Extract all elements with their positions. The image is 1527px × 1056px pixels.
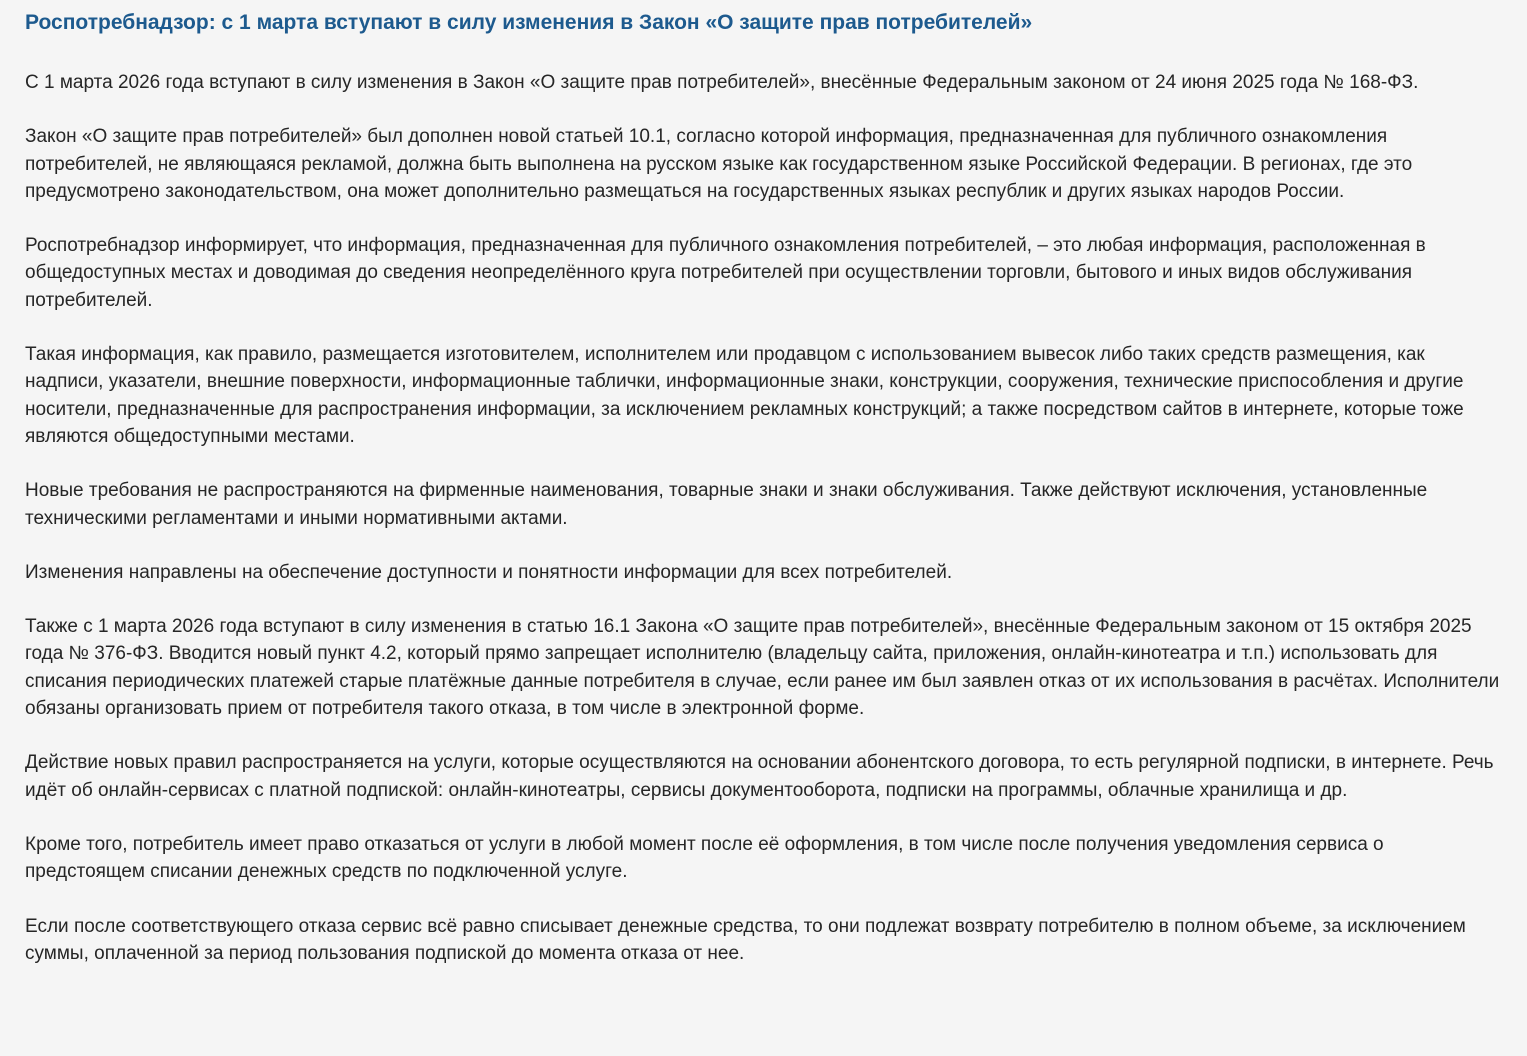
article-paragraph-3: Роспотребнадзор информирует, что информация, предназначенная для публичного ознакомления потребителей, – это любая информация, расположенная в общедоступных местах и доводимая до сведения неопределённого круга потребителей при осуществлении торговли, бытового и иных видов обслуживания потребителей.: [25, 235, 1426, 311]
article-paragraph-7: Также с 1 марта 2026 года вступают в силу изменения в статью 16.1 Закона «О защите прав потребителей», внесённые Федеральным законом от 15 октября 2025 года № 376-ФЗ. Вводится новый пункт 4.2, который прямо запрещает исполнителю (владельцу сайта, приложения, онлайн-кинотеатра и т.п.) использовать для списания периодических платежей старые платёжные данные потребителя в случае, если ранее им был заявлен отказ от их использования в расчётах. Исполнители обязаны организовать прием от потребителя такого отказа, в том числе в электронной форме.: [25, 616, 1500, 720]
article-paragraph-9: Кроме того, потребитель имеет право отказаться от услуги в любой момент после её оформления, в том числе после получения уведомления сервиса о предстоящем списании денежных средств по подключенной услуге.: [25, 833, 1384, 883]
article-title: Роспотребнадзор: с 1 марта вступают в силу изменения в Закон «О защите прав потребителей»: [25, 11, 1033, 34]
article-body: [25, 69, 1503, 967]
article-paragraph-6: Изменения направлены на обеспечение доступности и понятности информации для всех потребителей.: [25, 561, 953, 583]
article-paragraph-8: Действие новых правил распространяется на услуги, которые осуществляются на основании абонентского договора, то есть регулярной подписки, в интернете. Речь идёт об онлайн-сервисах с платной подпиской: онлайн-кинотеатры, сервисы документооборота, подписки на программы, облачные хранилища и др.: [25, 752, 1494, 801]
article-paragraph-2: Закон «О защите прав потребителей» был дополнен новой статьей 10.1, согласно которой информация, предназначенная для публичного ознакомления потребителей, не являющаяся рекламой, должна быть выполнена на русском языке как государственном языке Российской Федерации. В регионах, где это предусмотрено законодательством, она может дополнительно размещаться на государственных языках республик и других языках народов России.: [25, 126, 1413, 202]
article-paragraph-10: Если после соответствующего отказа сервис всё равно списывает денежные средства, то они подлежат возврату потребителю в полном объеме, за исключением суммы, оплаченной за период пользования подпиской до момента отказа от нее.: [25, 915, 1466, 964]
article-paragraph-1: С 1 марта 2026 года вступают в силу изменения в Закон «О защите прав потребителей», внесённые Федеральным законом от 24 июня 2025 года № 168-ФЗ.: [25, 72, 1419, 93]
article-paragraph-4: Такая информация, как правило, размещается изготовителем, исполнителем или продавцом с использованием вывесок либо таких средств размещения, как надписи, указатели, внешние поверхности, информационные таблички, информационные знаки, конструкции, сооружения, технические приспособления и другие носители, предназначенные для распространения информации, за исключением рекламных конструкций; а также посредством сайтов в интернете, которые тоже являются общедоступными местами.: [25, 344, 1464, 447]
article-paragraph-5: Новые требования не распространяются на фирменные наименования, товарные знаки и знаки обслуживания. Также действуют исключения, установленные техническими регламентами и иными нормативными актами.: [25, 480, 1428, 529]
